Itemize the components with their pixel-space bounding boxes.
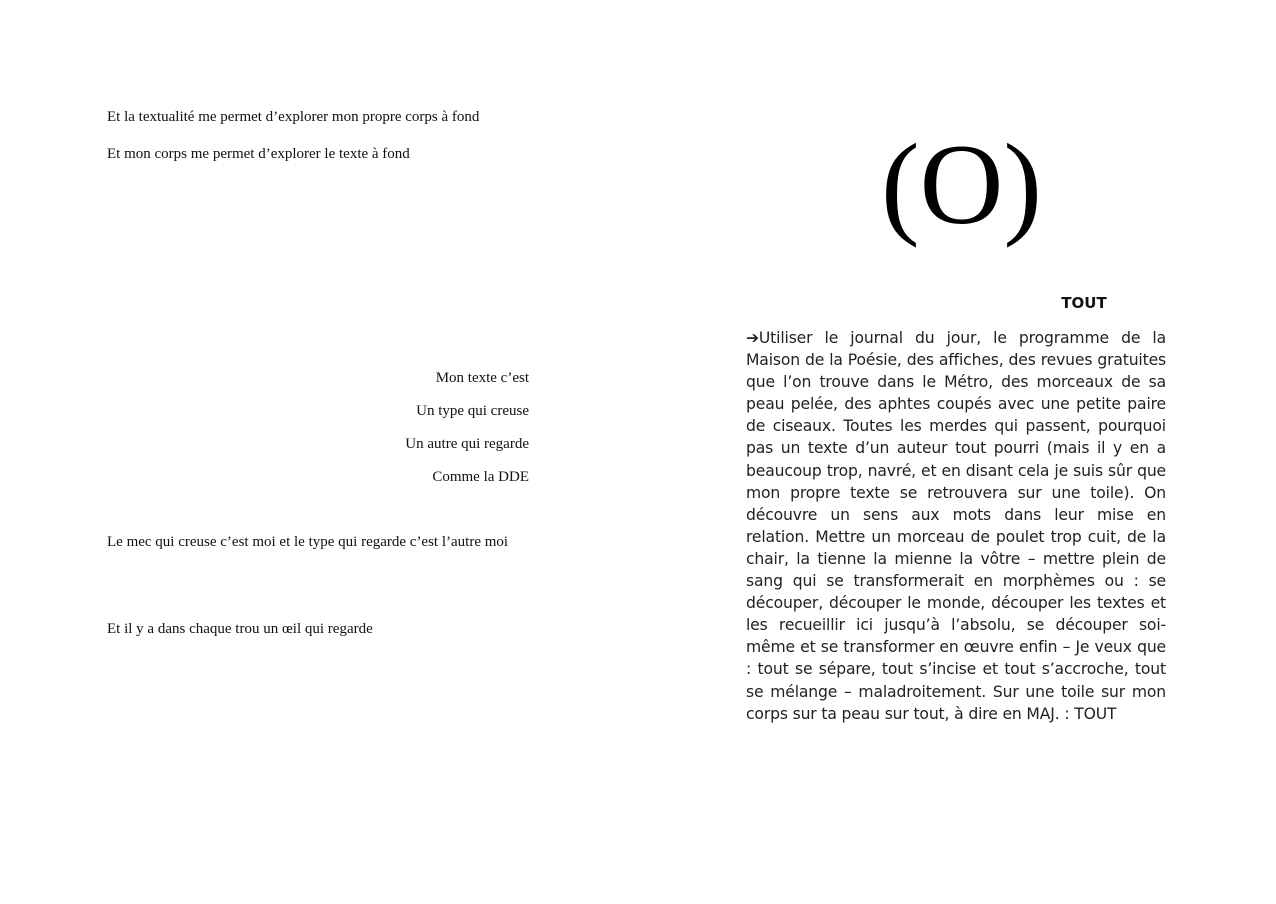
- text-line-oeil: Et il y a dans chaque trou un œil qui regarde: [107, 621, 373, 637]
- right-page: [638, 0, 1276, 904]
- text-line-corps: Et mon corps me permet d’explorer le texte à fond: [107, 146, 410, 162]
- section-title: TOUT: [1061, 294, 1107, 312]
- text-line-mon-texte: Mon texte c’est: [435, 370, 529, 386]
- section-symbol: (O): [881, 121, 1043, 249]
- text-paragraph-mec: Le mec qui creuse c’est moi et le type qui regarde c’est l’autre moi: [107, 534, 509, 550]
- text-line-autre-regarde: Un autre qui regarde: [405, 436, 529, 452]
- body-paragraph: ➔Utiliser le journal du jour, le programme de la Maison de la Poésie, des affiches, des revues gratuites que l’on trouve dans le Métro, des morceaux de sa peau pelée, des aphtes coupés avec une petite paire de ciseaux. Toutes les merdes qui passent, pourquoi pas un texte d’un auteur tout pourri (mais il y en a beaucoup trop, navré, et en disant cela je suis sûr que mon propre texte se retrouvera sur une toile). On découvre un sens aux mots dans leur mise en relation. Mettre un morceau de poulet trop cuit, de la chair, la tienne la mienne la vôtre – mettre plein de sang qui se transformerait en morphèmes ou : se découper, découper le monde, découper les textes et les recueillir ici jusqu’à l’absolu, se découper soi-même et se transformer en œuvre enfin – Je veux que : tout se sépare, tout s’incise et tout s’accroche, tout se mélange – maladroitement. Sur une toile sur mon corps sur ta peau sur tout, à dire en MAJ. : TOUT: [746, 329, 1166, 723]
- text-line-type-creuse: Un type qui creuse: [416, 403, 529, 419]
- text-line-dde: Comme la DDE: [432, 469, 529, 485]
- text-line-textualite: Et la textualité me permet d’explorer mon propre corps à fond: [107, 109, 480, 125]
